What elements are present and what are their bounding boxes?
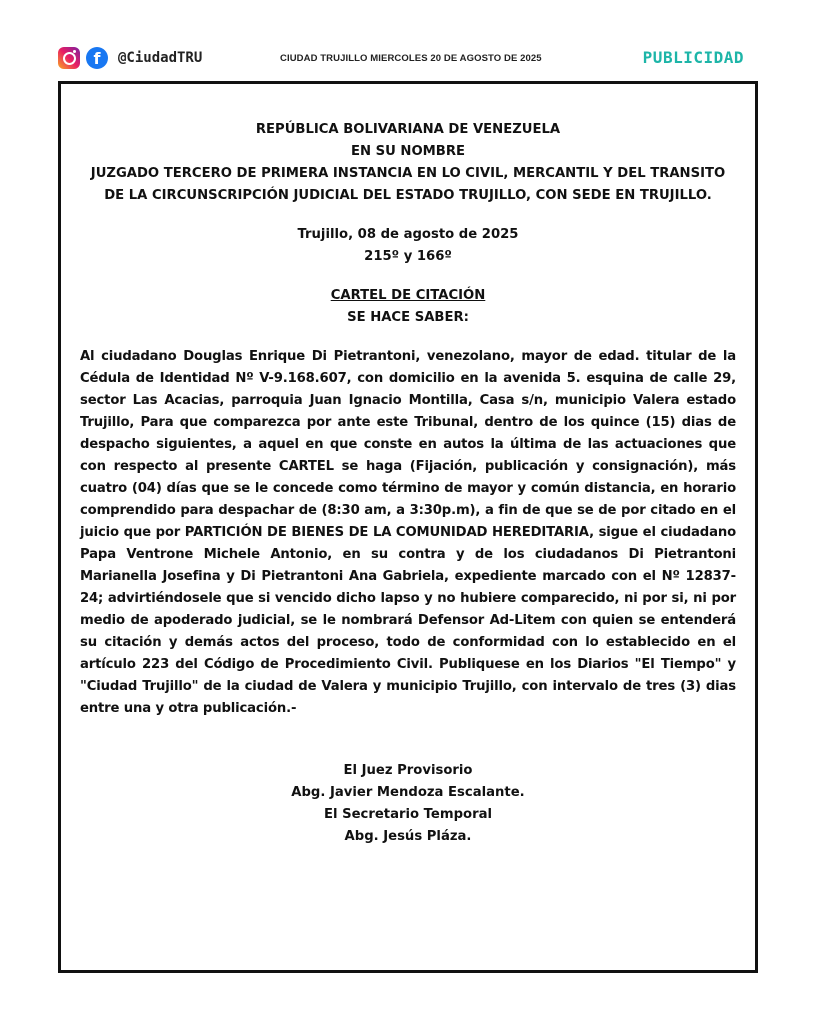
section-label: PUBLICIDAD [642, 48, 744, 67]
notice-body: Al ciudadano Douglas Enrique Di Pietrantoni, venezolano, mayor de edad. titular de la Cédula de Identidad Nº V-9.168.607, con domicilio en la avenida 5. esquina de calle 29, sector Las Acacias, parroquia Juan Ignacio Montilla, Casa s/n, municipio Valera estado Trujillo, Para que comparezca por ante este Tribunal, dentro de los quince (15) dias de despacho siguientes, a aquel en que conste en autos la última de las actuaciones que con respecto al presente CARTEL se haga (Fijación, publicación y consignación), más cuatro (04) días que se le concede como término de mayor y común distancia, en horario comprendido para despachar de (8:30 am, a 3:30p.m), a fin de que se de por citado en el juicio que por PARTICIÓN DE BIENES DE LA COMUNIDAD HEREDITARIA, sigue el ciudadano Papa Ventrone Michele Antonio, en su contra y de los ciudadanos Di Pietrantoni Marianella Josefina y Di Pietrantoni Ana Gabriela, expediente marcado con el Nº 12837-24; advirtiéndosele que si vencido dicho lapso y no hubiere comparecido, ni por si, ni por medio de apoderado judicial, se le nombrará Defensor Ad-Litem con quien se entenderá su citación y demás actos del proceso, todo de conformidad con lo establecido en el artículo 223 del Código de Procedimiento Civil. Publiquese en los Diarios "El Tiempo" y "Ciudad Trujillo" de la ciudad de Valera y municipio Trujillo, con intervalo de tres (3) dias entre una y otra publicación.- [80, 349, 736, 716]
page-header [0, 44, 819, 76]
legal-notice-frame [58, 81, 758, 973]
years: 215º y 166º [364, 249, 452, 264]
signature-judge-name: Abg. Javier Mendoza Escalante. [291, 785, 525, 800]
facebook-icon[interactable]: f [86, 47, 108, 69]
signatures [80, 760, 736, 848]
place-date: Trujillo, 08 de agosto de 2025 [297, 227, 519, 242]
heading-line-court: JUZGADO TERCERO DE PRIMERA INSTANCIA EN LO CIVIL, MERCANTIL Y DEL TRANSITO DE LA CIRCUNSCRIPCIÓN JUDICIAL DEL ESTADO TRUJILLO, CON SEDE EN TRUJILLO. [90, 166, 726, 203]
newspaper-dateline: CIUDAD TRUJILLO MIERCOLES 20 DE AGOSTO DE 2025 [280, 53, 542, 64]
social-handle[interactable]: @CiudadTRU [118, 50, 203, 66]
notice-title-block [80, 285, 736, 329]
legal-notice [80, 119, 736, 848]
cartel-title: CARTEL DE CITACIÓN [330, 288, 486, 303]
se-hace-saber: SE HACE SABER: [347, 310, 469, 325]
social-links [58, 47, 202, 69]
signature-secretary-title: El Secretario Temporal [323, 807, 493, 822]
notice-heading [80, 119, 736, 207]
signature-judge-title: El Juez Provisorio [343, 763, 473, 778]
heading-line-republic: REPÚBLICA BOLIVARIANA DE VENEZUELA [255, 122, 561, 137]
instagram-icon[interactable] [58, 47, 80, 69]
signature-secretary-name: Abg. Jesús Pláza. [344, 829, 472, 844]
notice-date-block [80, 224, 736, 268]
heading-line-name: EN SU NOMBRE [350, 144, 466, 159]
